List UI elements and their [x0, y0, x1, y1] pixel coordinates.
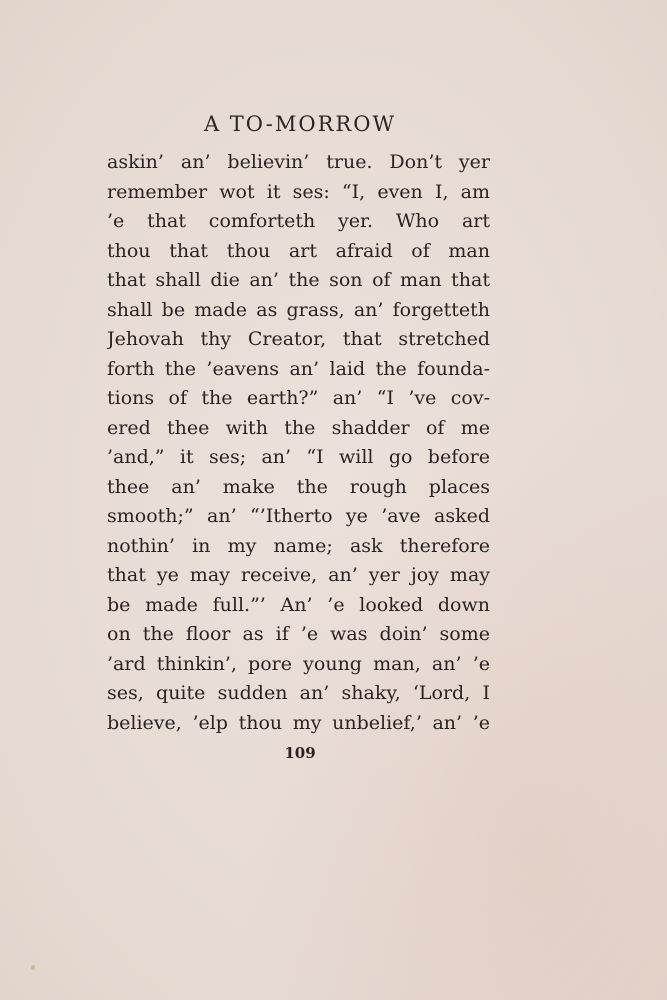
text-line: shall be made as grass, an’ forgetteth — [107, 298, 490, 321]
text-line: remember wot it ses: “I, even I, am — [107, 180, 490, 203]
text-line: ’and,” it ses; an’ “I will go before — [107, 446, 490, 468]
text-line: ses, quite sudden an’ shaky, ‘Lord, I — [107, 682, 490, 704]
text-line: forth the ’eavens an’ laid the founda- — [107, 357, 490, 380]
text-line: thou that thou art afraid of man — [107, 239, 490, 262]
text-line: ’ard thinkin’, pore young man, an’ ’e — [107, 652, 490, 675]
paper-speck — [31, 965, 35, 970]
text-line: askin’ an’ believin’ true. Don’t yer — [107, 151, 490, 173]
text-line: smooth;” an’ “’Itherto ye ’ave asked — [107, 505, 490, 527]
text-line: nothin’ in my name; ask therefore — [107, 534, 490, 557]
page-number: 109 — [284, 744, 316, 762]
text-line: that ye may receive, an’ yer joy may — [107, 564, 490, 586]
text-line: ered thee with the shadder of me — [107, 416, 490, 439]
text-line: ’e that comforteth yer. Who art — [107, 210, 490, 232]
text-line: that shall die an’ the son of man that — [107, 269, 490, 291]
text-line: thee an’ make the rough places — [107, 475, 490, 498]
running-head: A TO-MORROW — [203, 112, 397, 136]
text-line: believe, ’elp thou my unbelief,’ an’ ’e — [107, 711, 490, 734]
text-line: Jehovah thy Creator, that stretched — [107, 328, 490, 350]
text-line: tions of the earth?” an’ “I ’ve cov- — [107, 387, 490, 409]
body-text — [107, 148, 490, 738]
text-line: on the floor as if ’e was doin’ some — [107, 623, 490, 645]
text-line: be made full.”’ An’ ’e looked down — [107, 593, 490, 616]
